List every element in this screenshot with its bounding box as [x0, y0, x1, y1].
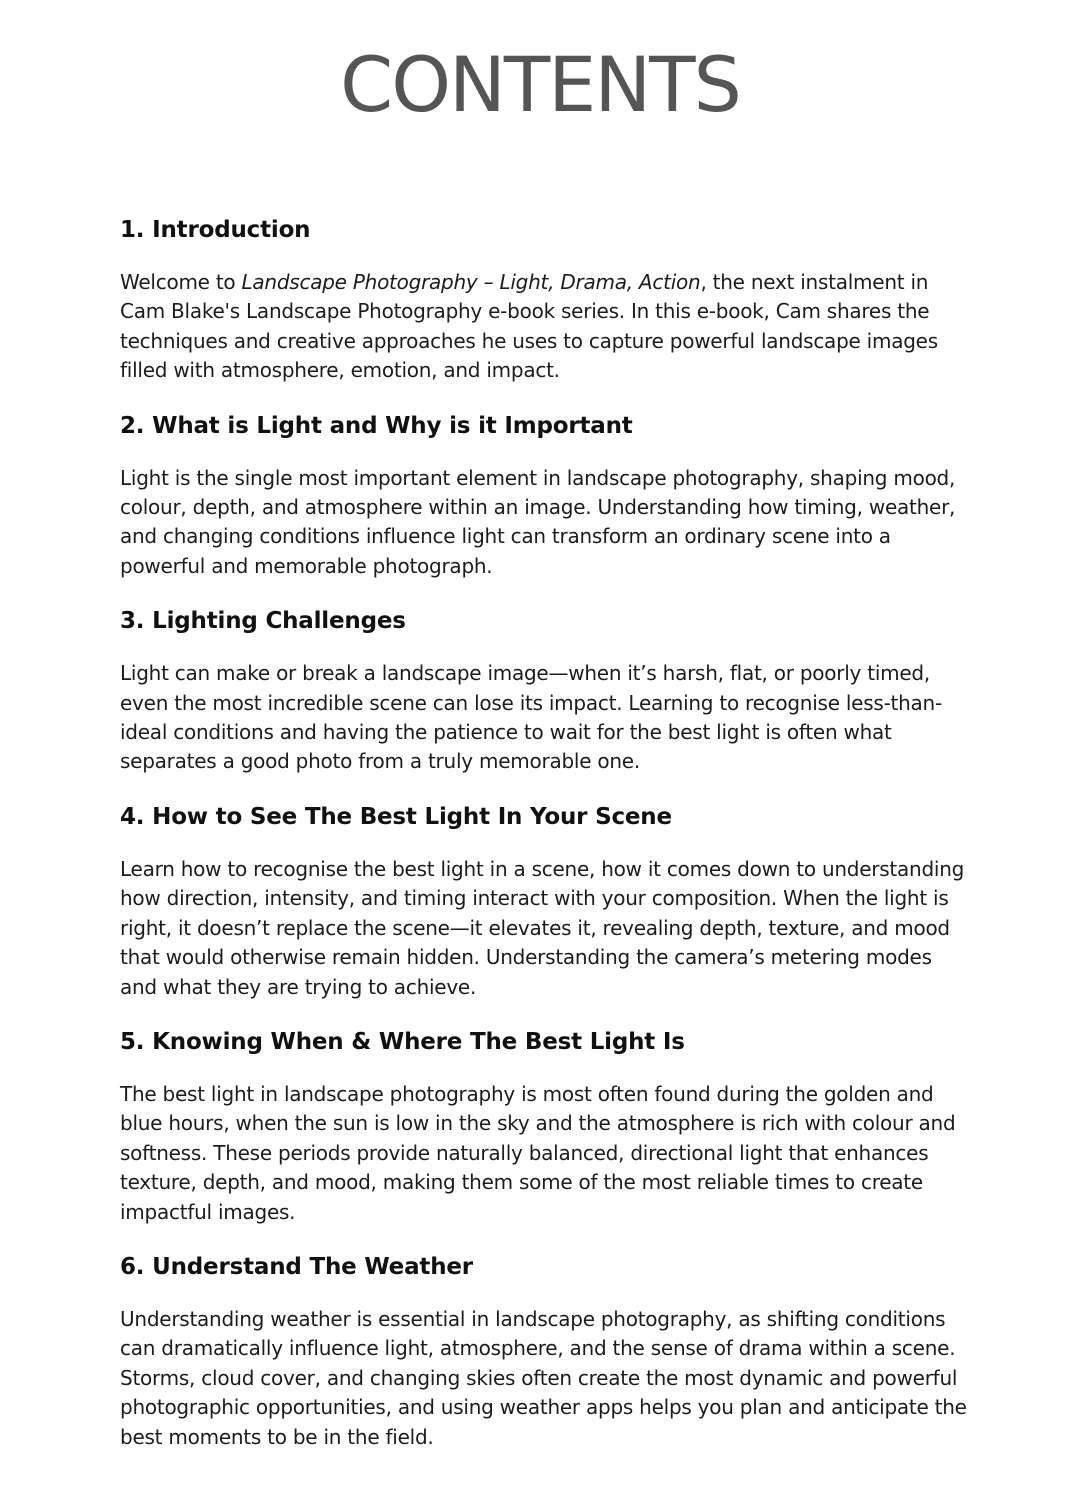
- section-description: Understanding weather is essential in landscape photography, as shifting conditions can dramatically influence light, atmosphere, and the sense of drama within a scene. Storms, cloud cover, and changing skies often create the most dynamic and powerful photographic opportunities, and using weather apps helps you plan and anticipate the best moments to be in the field.: [120, 1306, 967, 1449]
- section-description: [120, 268, 970, 386]
- section-heading: 4. How to See The Best Light In Your Scene: [120, 803, 672, 830]
- intro-text-continued: , the next instalment in Cam Blake's Landscape Photography e-book series. In this e-book, Cam shares the techniques and creative approaches he uses to capture powerful landscape images filled with atmosphere, emotion, and impact.: [120, 270, 938, 383]
- section-heading: 1. Introduction: [120, 217, 311, 243]
- section-best-light-in-scene: [120, 799, 970, 1002]
- section-introduction: [120, 212, 970, 386]
- section-when-where-best-light: [120, 1024, 970, 1227]
- section-description: The best light in landscape photography is most often found during the golden and blue hours, when the sun is low in the sky and the atmosphere is rich with colour and softness. These periods provide naturally balanced, directional light that enhances texture, depth, and mood, making them some of the most reliable times to create impactful images.: [120, 1081, 956, 1224]
- section-what-is-light: [120, 408, 970, 582]
- section-heading: 2. What is Light and Why is it Important: [120, 412, 633, 439]
- section-description: Light can make or break a landscape image—when it’s harsh, flat, or poorly timed, even the most incredible scene can lose its impact. Learning to recognise less-than-ideal conditions and having the patience to wait for the best light is often what separates a good photo from a truly memorable one.: [120, 661, 942, 774]
- section-heading: 5. Knowing When & Where The Best Light Is: [120, 1028, 685, 1055]
- section-lighting-challenges: [120, 603, 970, 777]
- intro-text: Welcome to: [120, 270, 242, 294]
- section-heading: 3. Lighting Challenges: [120, 608, 406, 635]
- ebook-title: Landscape Photography – Light, Drama, Action: [241, 270, 701, 294]
- section-description: Light is the single most important element in landscape photography, shaping mood, colour, depth, and atmosphere within an image. Understanding how timing, weather, and changing conditions influence light can transform an ordinary scene into a powerful and memorable photograph.: [120, 465, 956, 578]
- page-title: CONTENTS: [340, 40, 740, 129]
- section-understand-weather: [120, 1249, 970, 1452]
- section-description: Learn how to recognise the best light in a scene, how it comes down to understanding how direction, intensity, and timing interact with your composition. When the light is right, it doesn’t replace the scene—it elevates it, revealing depth, texture, and mood that would otherwise remain hidden. Understanding the camera’s metering modes and what they are trying to achieve.: [120, 856, 965, 999]
- section-heading: 6. Understand The Weather: [120, 1253, 473, 1280]
- contents-list: [120, 212, 970, 1474]
